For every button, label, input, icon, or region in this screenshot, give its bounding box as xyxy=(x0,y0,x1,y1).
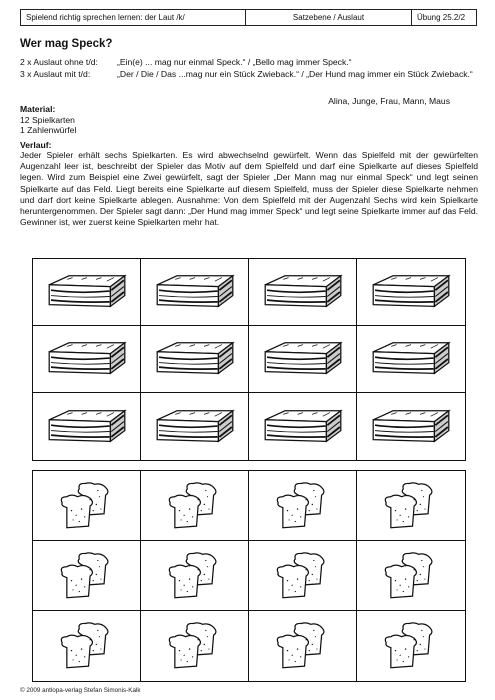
zwieback-image xyxy=(380,551,442,601)
speck-image xyxy=(366,338,456,380)
speck-image xyxy=(258,271,348,313)
names-list: Alina, Junge, Frau, Mann, Maus xyxy=(328,96,450,106)
speck-image xyxy=(258,338,348,380)
speck-cell xyxy=(33,393,141,460)
header-section: Satzebene / Auslaut xyxy=(246,10,412,25)
verlauf-text: Jeder Spieler erhält sechs Spielkarten. Es wird abwechselnd gewürfelt. Wenn das Spielfeld mit der gewürfelten Augenzahl leer ist, beschreibt der Spieler das Motiv auf dem Spielfeld und darf eine Spielkarte auf dieses Spielfeld legen. Wird zum Beispiel eine Zwei gewürfelt, sagt der Spieler „Der Mann mag nur einmal Speck“ und legt seinen Spielkarte auf das Feld. Liegt bereits eine Spielkarte auf diesem Spielfeld, muss der Spieler diese Spielkarte nehmen und darf dort keine Spielkarte ablegen. Ausnahme: Von dem Spielfeld mit der Augenzahl Sechs wird kein Spielkarte heruntergenommen. Der Spieler sagt dann: „Der Hund mag immer Speck“ und legt seine Spielkarte immer auf das Feld. Gewinner ist, wer zuerst keine Spielkarten mehr hat. xyxy=(20,150,478,228)
zwieback-image xyxy=(272,481,334,531)
material-item-2: 1 Zahlenwürfel xyxy=(20,125,77,135)
speck-cell xyxy=(249,393,357,460)
zwieback-cell xyxy=(249,541,357,611)
zwieback-cell xyxy=(33,541,141,611)
speck-image xyxy=(366,271,456,313)
zwieback-cell xyxy=(357,471,465,541)
material-section xyxy=(20,104,76,136)
zwieback-cell xyxy=(249,611,357,681)
speck-image xyxy=(42,406,132,448)
copyright-footer: © 2009 antlopa-verlag Stefan Simonis-Kalk xyxy=(20,687,141,694)
zwieback-cell xyxy=(141,471,249,541)
zwieback-cell xyxy=(357,541,465,611)
zwieback-cell xyxy=(141,611,249,681)
zwieback-cell xyxy=(249,471,357,541)
zwieback-image xyxy=(164,481,226,531)
speck-image xyxy=(258,406,348,448)
speck-image xyxy=(42,271,132,313)
example-label-2: 3 x Auslaut mit t/d: xyxy=(20,69,91,79)
example-label-1: 2 x Auslaut ohne t/d: xyxy=(20,57,98,67)
speck-cell xyxy=(141,326,249,393)
speck-cell xyxy=(141,259,249,326)
speck-cell xyxy=(357,259,465,326)
example-text-1: „Ein(e) ... mag nur einmal Speck.“ / „Bello mag immer Speck.“ xyxy=(117,57,352,67)
verlauf-heading: Verlauf: xyxy=(20,140,52,150)
zwieback-image xyxy=(56,481,118,531)
speck-image xyxy=(150,338,240,380)
speck-cell xyxy=(33,326,141,393)
speck-image xyxy=(150,406,240,448)
header-book-title: Spielend richtig sprechen lernen: der Laut /k/ xyxy=(21,10,246,25)
zwieback-cell xyxy=(33,471,141,541)
example-line-2 xyxy=(20,69,478,80)
speck-cell xyxy=(141,393,249,460)
speck-image xyxy=(366,406,456,448)
material-heading: Material: xyxy=(20,104,56,114)
zwieback-image xyxy=(56,621,118,671)
speck-cell xyxy=(249,259,357,326)
zwieback-image xyxy=(272,621,334,671)
speck-cell xyxy=(357,326,465,393)
zwieback-card-grid xyxy=(32,470,466,682)
speck-image xyxy=(150,271,240,313)
zwieback-image xyxy=(380,621,442,671)
material-item-1: 12 Spielkarten xyxy=(20,114,75,125)
speck-cell xyxy=(249,326,357,393)
speck-cell xyxy=(33,259,141,326)
zwieback-image xyxy=(380,481,442,531)
header-exercise-number: Übung 25.2/2 xyxy=(417,13,466,22)
zwieback-image xyxy=(56,551,118,601)
speck-card-grid xyxy=(32,258,466,461)
speck-cell xyxy=(357,393,465,460)
example-text-2: „Der / Die / Das ...mag nur ein Stück Zwieback.“ / „Der Hund mag immer ein Stück Zwieback.“ xyxy=(117,69,473,79)
zwieback-image xyxy=(272,551,334,601)
page-title: Wer mag Speck? xyxy=(20,38,113,50)
zwieback-image xyxy=(164,621,226,671)
zwieback-cell xyxy=(357,611,465,681)
zwieback-image xyxy=(164,551,226,601)
zwieback-cell xyxy=(141,541,249,611)
zwieback-cell xyxy=(33,611,141,681)
page-header xyxy=(20,9,477,26)
speck-image xyxy=(42,338,132,380)
example-line-1 xyxy=(20,57,478,68)
